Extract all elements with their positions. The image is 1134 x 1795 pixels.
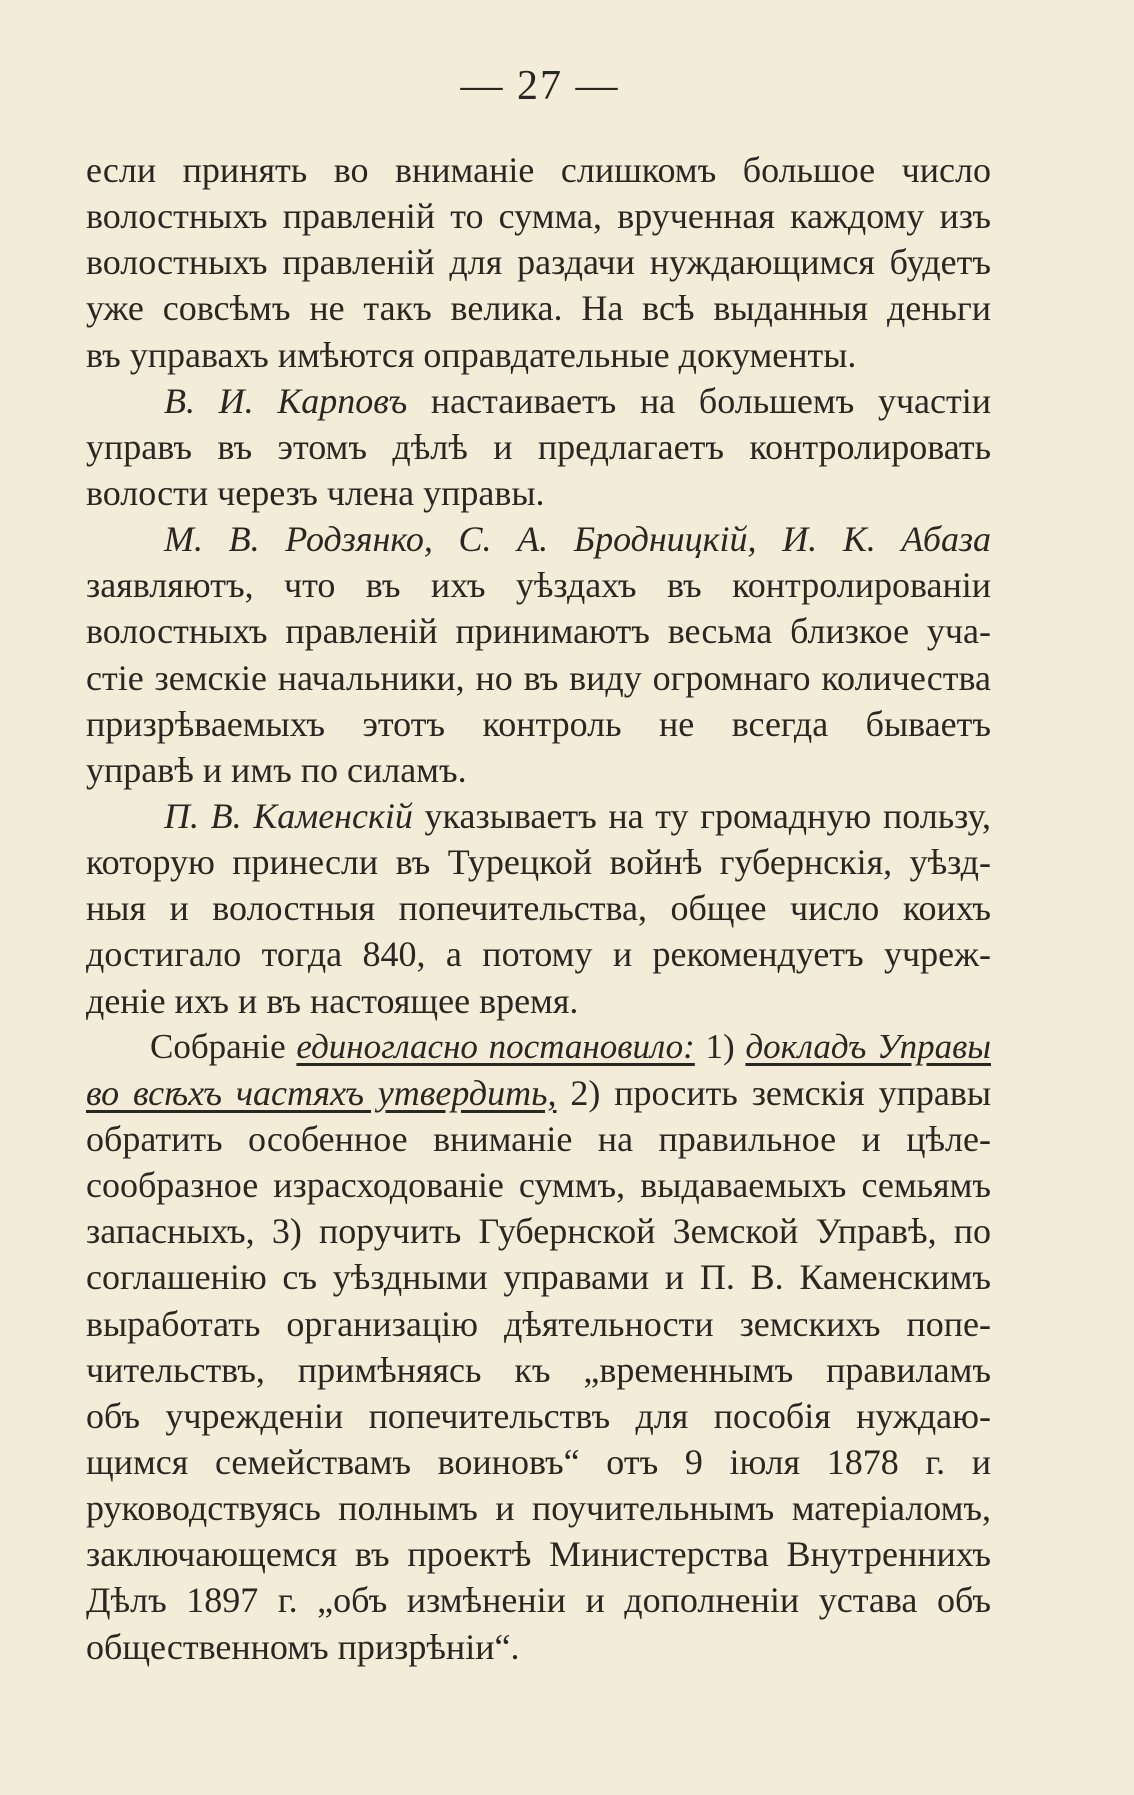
text-line: соглашенію съ уѣздными управами и П. В. Каменскимъ (86, 1257, 991, 1298)
text-line: волости черезъ члена управы. (86, 472, 545, 513)
text-line: ныя и волостныя попечительства, общее число коихъ (86, 888, 991, 929)
speaker-name: П. В. Каменскій (164, 795, 413, 836)
text-line: во всѣхъ частяхъ утвердить, 2) просить земскія управы (86, 1072, 991, 1113)
text-line (86, 516, 991, 562)
text-line: В. И. Карповъ настаиваетъ на большемъ участіи (164, 380, 991, 421)
text-line: Собраніе единогласно постановило: 1) докладъ Управы (150, 1026, 991, 1066)
text-line: управъ въ этомъ дѣлѣ и предлагаетъ контролировать (86, 426, 991, 467)
text-line: деніе ихъ и въ настоящее время. (86, 980, 579, 1021)
text-line: въ управахъ имѣются оправдательные документы. (86, 334, 857, 375)
text-line: призрѣваемыхъ этотъ контроль не всегда бываетъ (86, 703, 991, 744)
speaker-name: С. А. Бродницкій, (458, 519, 757, 560)
text-line: чительствъ, примѣняясь къ „временнымъ правиламъ (86, 1349, 991, 1390)
text-line: запасныхъ, 3) поручить Губернской Земской Управѣ, по (86, 1211, 991, 1252)
text-line: П. В. Каменскій указываетъ на ту громадную пользу, (164, 795, 991, 836)
body-text (86, 147, 991, 1670)
text-line: объ учрежденіи попечительствъ для пособія нуждаю- (86, 1395, 991, 1436)
resolution-point: во всѣхъ частяхъ утвердить, (86, 1072, 557, 1113)
text-line: заключающемся въ проектѣ Министерства Внутреннихъ (86, 1534, 991, 1575)
text-line: уже совсѣмъ не такъ велика. На всѣ выданныя деньги (86, 288, 991, 329)
text-line: стіе земскіе начальники, но въ виду огромнаго количества (86, 657, 991, 698)
text-line: заявляютъ, что въ ихъ уѣздахъ въ контролированіи (86, 565, 991, 606)
speaker-name: М. В. Родзянко, (164, 519, 433, 560)
text-line: которую принесли въ Турецкой войнѣ губернскія, уѣзд- (86, 842, 991, 883)
page-number: — 27 — (460, 63, 620, 109)
resolution-point: докладъ Управы (745, 1026, 991, 1066)
text-line: обратить особенное вниманіе на правильное и цѣле- (86, 1118, 991, 1159)
text-line: волостныхъ правленій для раздачи нуждающимся будетъ (86, 242, 991, 283)
text-line: руководствуясь полнымъ и поучительнымъ матеріаломъ, (86, 1488, 991, 1529)
speaker-name: И. К. Абаза (782, 519, 991, 560)
text-line: общественномъ призрѣніи“. (86, 1626, 520, 1667)
text-line: щимся семействамъ воиновъ“ отъ 9 іюля 1878 г. и (86, 1441, 991, 1482)
text-line: волостныхъ правленій то сумма, врученная каждому изъ (86, 196, 991, 237)
text-line: волостныхъ правленій принимаютъ весьма близкое уча- (86, 611, 991, 652)
resolution-phrase: единогласно постановило: (296, 1026, 695, 1066)
text-line: Дѣлъ 1897 г. „объ измѣненіи и дополненіи устава объ (86, 1580, 991, 1621)
resolution-subject: Собраніе (150, 1026, 286, 1066)
text-line: выработать организацію дѣятельности земскихъ попе- (86, 1303, 991, 1344)
text-line: сообразное израсходованіе суммъ, выдаваемыхъ семьямъ (86, 1165, 991, 1206)
text-line: если принять во вниманіе слишкомъ большое число (86, 150, 991, 190)
text-line: управѣ и имъ по силамъ. (86, 749, 467, 790)
speaker-name: В. И. Карповъ (164, 380, 408, 421)
text-line: достигало тогда 840, а потому и рекомендуетъ учреж- (86, 934, 991, 975)
